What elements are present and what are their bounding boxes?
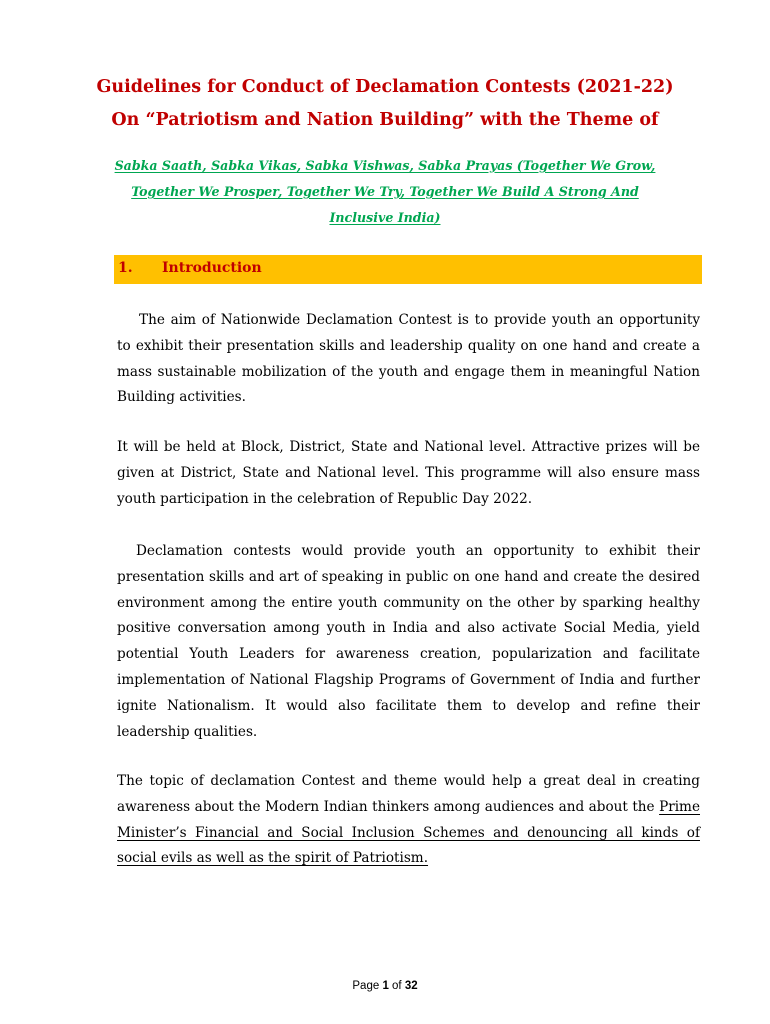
paragraph-topic-lead: The topic of declamation Contest and theme would help a great deal in creating awareness about the Modern Indian thinkers among audiences and about the (117, 773, 700, 815)
section-heading: Introduction (162, 260, 262, 276)
footer-page-label: Page (352, 980, 383, 992)
paragraph-aim: The aim of Nationwide Declamation Contest is to provide youth an opportunity to exhibit their presentation skills and leadership quality on one hand and create a mass sustainable mobilization of the youth and engage them in meaningful Nation Building activities. (117, 312, 700, 406)
section-number: 1. (118, 260, 133, 276)
footer-of-label: of (388, 980, 405, 992)
document-title-line-2: On “Patriotism and Nation Building” with the Theme of (111, 110, 659, 130)
paragraph-declamation-benefits: Declamation contests would provide youth an opportunity to exhibit their presentation skills and art of speaking in public on one hand and create the desired environment among the entire youth community on the other by sparking healthy positive conversation among youth in India and also activate Social Media, yield potential Youth Leaders for awareness creation, popularization and facilitate implementation of National Flagship Programs of Government of India and further ignite Nationalism. It would also facilitate them to develop and refine their leadership qualities. (117, 543, 700, 740)
theme-line-1: Sabka Saath, Sabka Vikas, Sabka Vishwas, Sabka Prayas (Together We Grow, (114, 158, 656, 173)
page-footer (0, 980, 770, 992)
paragraph-topic-underlined: Prime Minister’s Financial and Social Inclusion Schemes and denouncing all kinds of social evils as well as the spirit of Patriotism. (117, 798, 700, 867)
document-title-line-1: Guidelines for Conduct of Declamation Contests (2021-22) (96, 77, 674, 97)
paragraph-levels: It will be held at Block, District, State and National level. Attractive prizes will be given at District, State and National level. This programme will also ensure mass youth participation in the celebration of Republic Day 2022. (117, 439, 700, 507)
theme-line-3: Inclusive India) (329, 210, 441, 225)
footer-page-number: 1 (382, 980, 389, 992)
paragraph-topic-theme (117, 769, 700, 872)
theme-line-2: Together We Prosper, Together We Try, Together We Build A Strong And (131, 184, 639, 199)
footer-total-pages: 32 (404, 980, 418, 992)
theme-statement (60, 153, 710, 231)
section-heading-bar (114, 255, 702, 284)
